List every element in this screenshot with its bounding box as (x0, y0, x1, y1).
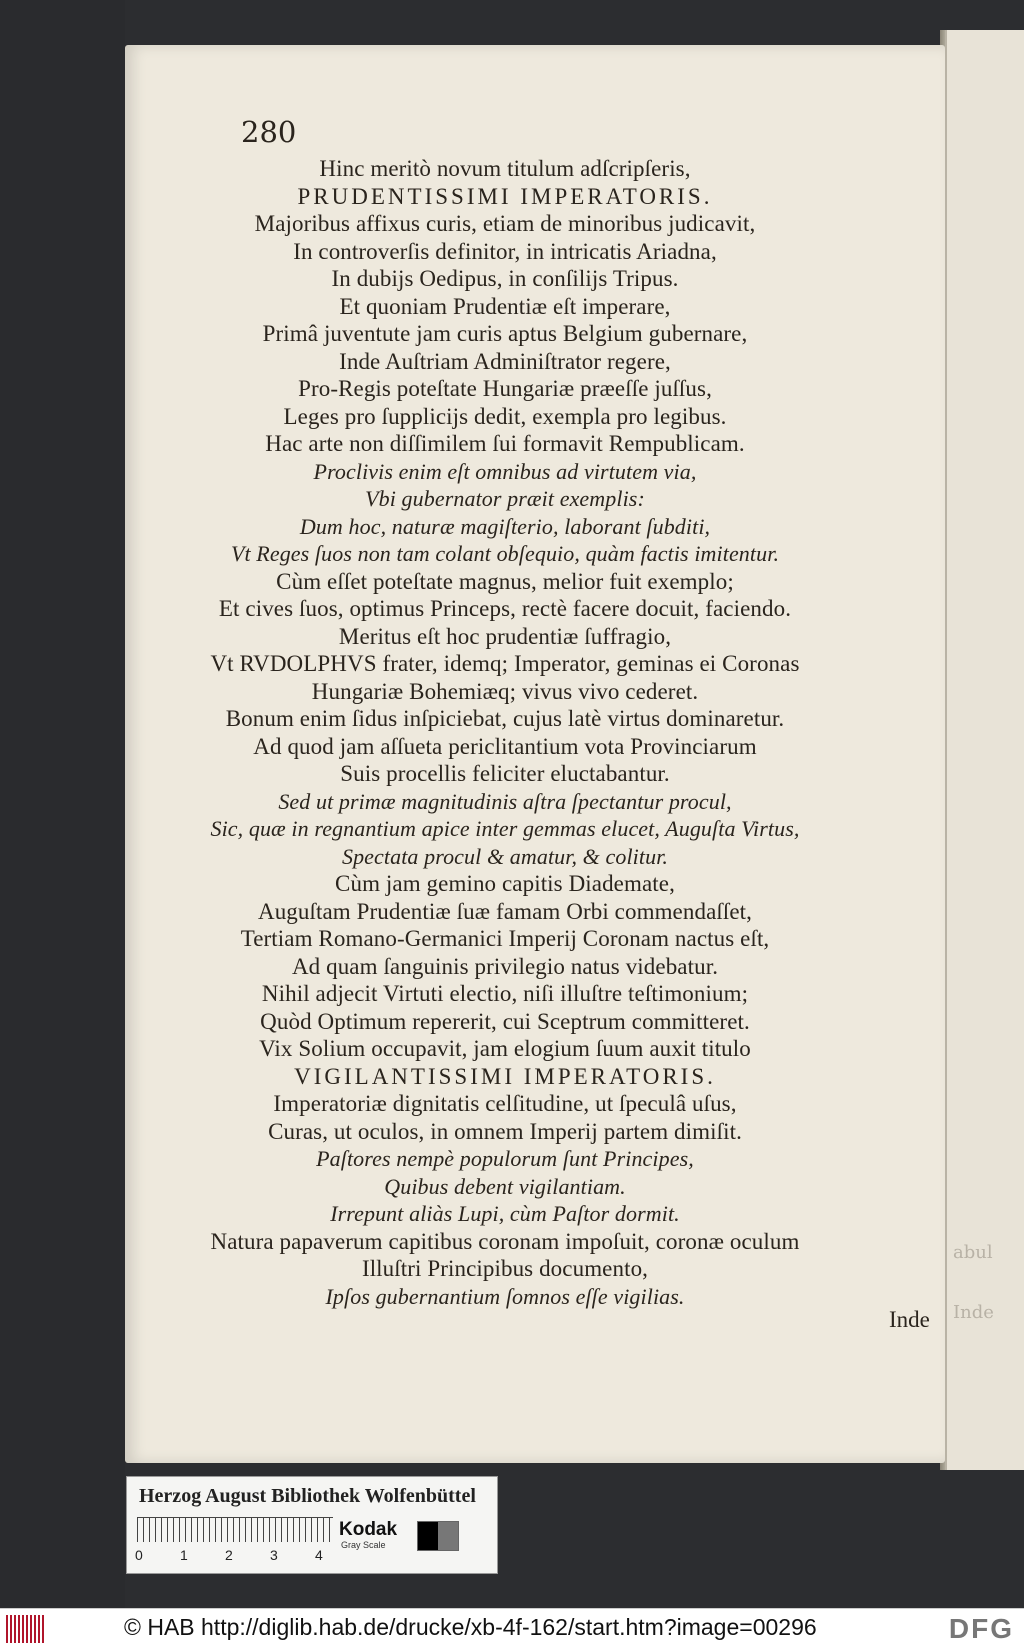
text-line: Auguſtam Prudentiæ ſuæ famam Orbi commendaſſet, (258, 898, 752, 924)
catchword: Inde (889, 1307, 930, 1332)
copyright-link[interactable]: © HAB http://diglib.hab.de/drucke/xb-4f-162/start.htm?image=00296 (124, 1614, 817, 1640)
ruler-numbers (135, 1547, 360, 1563)
text-line: Illuſtri Principibus documento, (361, 1256, 649, 1281)
library-name: Herzog August Bibliothek Wolfenbüttel (139, 1485, 476, 1507)
viewer-footer (0, 1608, 1024, 1648)
text-line: Cùm eſſet poteſtate magnus, melior fuit exemplo; (276, 568, 734, 594)
ruler-number: 2 (225, 1547, 233, 1563)
scale-ruler (137, 1517, 333, 1542)
text-line: Nihil adjecit Virtuti electio, niſi illuſtre teſtimonium; (261, 981, 749, 1006)
text-line: Proclivis enim eſt omnibus ad virtutem via, (313, 458, 697, 484)
text-line: Pro-Regis poteſtate Hungariæ præeſſe juſſus, (298, 376, 712, 401)
page-number: 280 (241, 115, 297, 149)
facing-page-edge (945, 30, 1024, 1470)
facing-page-bleed-catchword: Inde (953, 1302, 994, 1323)
barcode-icon (6, 1615, 46, 1643)
ruler-number: 1 (180, 1547, 188, 1563)
text-line: Leges pro ſupplicijs dedit, exempla pro legibus. (283, 403, 727, 429)
text-line: Spectata procul & amatur, & colitur. (341, 843, 669, 869)
ruler-number: 0 (135, 1547, 143, 1563)
kodak-brand: Kodak (339, 1519, 398, 1540)
text-line: Et cives ſuos, optimus Princeps, rectè facere docuit, faciendo. (218, 596, 792, 621)
facing-page-bleed-text: abul (953, 1242, 993, 1263)
text-line: Vix Solium occupavit, jam elogium ſuum auxit titulo (259, 1036, 751, 1061)
gray-scale-label: Gray Scale (341, 1540, 386, 1550)
text-line: Bonum enim ſidus inſpiciebat, cujus latè virtus dominaretur. (225, 706, 785, 731)
text-line: Ipſos gubernantium ſomnos eſſe vigilias. (325, 1283, 685, 1309)
text-line: Inde Auſtriam Adminiſtrator regere, (339, 348, 671, 374)
text-line: In controverſis definitor, in intricatis Ariadna, (293, 238, 717, 264)
text-line: Vbi gubernator præit exemplis: (365, 486, 645, 511)
text-line: Imperatoriæ dignitatis celſitudine, ut ſpeculâ uſus, (273, 1091, 737, 1116)
text-line: Ad quod jam aſſueta periclitantium vota Provinciarum (253, 733, 757, 759)
text-line: Curas, ut oculos, in omnem Imperij partem dimiſit. (268, 1118, 742, 1144)
text-line: Quòd Optimum repererit, cui Sceptrum committeret. (260, 1008, 750, 1034)
text-line: Sed ut primæ magnitudinis aſtra ſpectantur procul, (278, 788, 732, 814)
text-line: Paſtores nempè populorum ſunt Principes, (316, 1146, 694, 1171)
background-left (0, 0, 125, 1608)
text-line: Hinc meritò novum titulum adſcripſeris, (319, 156, 691, 181)
text-line: Suis procellis feliciter eluctabantur. (340, 761, 670, 786)
text-line: Et quoniam Prudentiæ eſt imperare, (339, 293, 671, 319)
text-line: Vt Reges ſuos non tam colant obſequio, quàm factis imitentur. (230, 541, 780, 566)
text-line: Hac arte non diſſimilem ſui formavit Rempublicam. (265, 431, 745, 456)
text-line: In dubijs Oedipus, in conſilijs Tripus. (331, 266, 679, 291)
book-page (125, 45, 945, 1463)
ruler-number: 4 (315, 1547, 323, 1563)
text-line: Meritus eſt hoc prudentiæ ſuffragio, (338, 623, 672, 649)
text-line: Quibus debent vigilantiam. (384, 1173, 626, 1199)
text-line: Hungariæ Bohemiæq; vivus vivo cederet. (311, 678, 699, 704)
text-line: VIGILANTISSIMI IMPERATORIS. (294, 1063, 716, 1089)
text-line: Ad quam ſanguinis privilegio natus videbatur. (291, 953, 719, 979)
text-line: Natura papaverum capitibus coronam impoſuit, coronæ oculum (210, 1228, 800, 1254)
text-line: Irrepunt aliàs Lupi, cùm Paſtor dormit. (330, 1201, 680, 1226)
gray-scale-patches (417, 1521, 459, 1551)
text-line: Cùm jam gemino capitis Diademate, (335, 871, 675, 896)
text-line: PRUDENTISSIMI IMPERATORIS. (297, 183, 713, 209)
text-line: Tertiam Romano-Germanici Imperij Coronam nactus eſt, (240, 926, 770, 951)
text-line: Sic, quæ in regnantium apice inter gemmas elucet, Auguſta Virtus, (210, 816, 800, 841)
text-line: Primâ juventute jam curis aptus Belgium gubernare, (262, 321, 748, 346)
page-text (125, 155, 885, 1310)
library-color-chart-label (126, 1476, 498, 1574)
text-line: Dum hoc, naturæ magiſterio, laborant ſubditi, (299, 513, 711, 539)
ruler-number: 3 (270, 1547, 278, 1563)
text-line: Vt RVDOLPHVS frater, idemq; Imperator, geminas ei Coronas (210, 651, 800, 676)
text-line: Majoribus affixus curis, etiam de minoribus judicavit, (254, 211, 756, 236)
dfg-logo: DFG (948, 1613, 1014, 1644)
